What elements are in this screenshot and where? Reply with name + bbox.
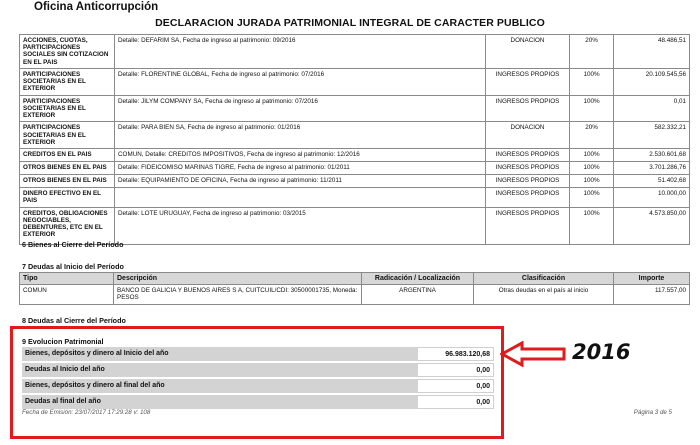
table-row <box>20 285 690 305</box>
asset-classification: DONACION <box>486 122 570 149</box>
asset-percent: 100% <box>570 207 614 244</box>
asset-percent: 100% <box>570 175 614 188</box>
evolution-value: 0,00 <box>418 395 494 409</box>
table-row <box>22 347 494 361</box>
asset-amount: 51.402,68 <box>614 175 690 188</box>
debt-location: ARGENTINA <box>362 285 474 305</box>
evolution-value: 96.983.120,68 <box>418 347 494 361</box>
page-number: Página 3 de 5 <box>633 409 672 416</box>
asset-type: DINERO EFECTIVO EN EL PAIS <box>20 188 115 207</box>
asset-amount: 0,01 <box>614 95 690 122</box>
asset-classification: INGRESOS PROPIOS <box>486 95 570 122</box>
asset-percent: 100% <box>570 149 614 162</box>
section-heading-8: 8 Deudas al Cierre del Período <box>22 316 126 325</box>
table-row <box>20 175 690 188</box>
asset-type: PARTICIPACIONES SOCIETARIAS EN EL EXTERIOR <box>20 68 115 95</box>
asset-amount: 48.486,51 <box>614 35 690 69</box>
asset-type: CREDITOS EN EL PAIS <box>20 149 115 162</box>
asset-detail: Detalle: PARA BIEN SA, Fecha de ingreso al patrimonio: 01/2016 <box>115 122 486 149</box>
evolution-value: 0,00 <box>418 379 494 393</box>
asset-classification: DONACION <box>486 35 570 69</box>
asset-amount: 20.109.545,56 <box>614 68 690 95</box>
asset-percent: 100% <box>570 68 614 95</box>
section-heading-6: 6 Bienes al Cierre del Período <box>22 240 124 249</box>
debts-table <box>19 272 690 305</box>
asset-detail: Detalle: FIDEICOMISO MARINAS TIGRE, Fecha de ingreso al patrimonio: 01/2011 <box>115 162 486 175</box>
section-heading-9: 9 Evolucion Patrimonial <box>22 337 104 346</box>
asset-classification: INGRESOS PROPIOS <box>486 162 570 175</box>
asset-type: OTROS BIENES EN EL PAIS <box>20 162 115 175</box>
asset-detail: Detalle: JILYM COMPANY SA, Fecha de ingreso al patrimonio: 07/2016 <box>115 95 486 122</box>
asset-amount: 2.530.601,68 <box>614 149 690 162</box>
asset-percent: 20% <box>570 35 614 69</box>
asset-type: OTROS BIENES EN EL PAIS <box>20 175 115 188</box>
asset-classification: INGRESOS PROPIOS <box>486 68 570 95</box>
asset-type: PARTICIPACIONES SOCIETARIAS EN EL EXTERIOR <box>20 95 115 122</box>
asset-classification: INGRESOS PROPIOS <box>486 175 570 188</box>
evolution-label: Deudas al final del año <box>22 395 418 409</box>
table-row <box>20 35 690 69</box>
table-row <box>20 207 690 244</box>
asset-detail: Detalle: DEFARIM SA, Fecha de ingreso al patrimonio: 09/2016 <box>115 35 486 69</box>
table-header-row <box>20 273 690 285</box>
table-row <box>20 188 690 207</box>
debt-classification: Otras deudas en el país al inicio <box>474 285 614 305</box>
header-location: Radicación / Localización <box>362 273 474 285</box>
asset-amount: 10.000,00 <box>614 188 690 207</box>
header-description: Descripción <box>114 273 362 285</box>
header-amount: Importe <box>614 273 690 285</box>
asset-classification: INGRESOS PROPIOS <box>486 149 570 162</box>
table-row <box>20 95 690 122</box>
asset-detail: COMUN, Detalle: CREDITOS IMPOSITIVOS, Fecha de ingreso al patrimonio: 12/2016 <box>115 149 486 162</box>
asset-percent: 20% <box>570 122 614 149</box>
asset-detail <box>115 188 486 207</box>
evolution-value: 0,00 <box>418 363 494 377</box>
table-row <box>20 122 690 149</box>
asset-classification: INGRESOS PROPIOS <box>486 207 570 244</box>
debt-description: BANCO DE GALICIA Y BUENOS AIRES S A, CUITCUIL/CDI: 30500001735, Moneda: PESOS <box>114 285 362 305</box>
asset-detail: Detalle: LOTE URUGUAY, Fecha de ingreso al patrimonio: 03/2015 <box>115 207 486 244</box>
asset-percent: 100% <box>570 95 614 122</box>
asset-classification: INGRESOS PROPIOS <box>486 188 570 207</box>
evolution-label: Deudas al Inicio del año <box>22 363 418 377</box>
left-arrow-icon <box>500 341 568 367</box>
asset-percent: 100% <box>570 188 614 207</box>
table-row <box>22 363 494 377</box>
asset-detail: Detalle: EQUIPAMIENTO DE OFICINA, Fecha de ingreso al patrimonio: 11/2011 <box>115 175 486 188</box>
table-row <box>20 162 690 175</box>
document-title: DECLARACION JURADA PATRIMONIAL INTEGRAL DE CARACTER PUBLICO <box>155 17 545 29</box>
header-type: Tipo <box>20 273 114 285</box>
header-classification: Clasificación <box>474 273 614 285</box>
asset-percent: 100% <box>570 162 614 175</box>
table-row <box>20 68 690 95</box>
table-row <box>22 395 494 409</box>
asset-type: ACCIONES, CUOTAS, PARTICIPACIONES SOCIALES SIN COTIZACION EN EL PAIS <box>20 35 115 69</box>
debt-amount: 117.557,00 <box>614 285 690 305</box>
table-row <box>20 149 690 162</box>
section-heading-7: 7 Deudas al Inicio del Período <box>22 262 124 271</box>
year-annotation: 2016 <box>572 340 631 364</box>
debt-type: COMUN <box>20 285 114 305</box>
asset-amount: 3.701.286,76 <box>614 162 690 175</box>
evolution-label: Bienes, depósitos y dinero al Inicio del año <box>22 347 418 361</box>
asset-detail: Detalle: FLORENTINE GLOBAL, Fecha de ingreso al patrimonio: 07/2016 <box>115 68 486 95</box>
asset-type: PARTICIPACIONES SOCIETARIAS EN EL EXTERIOR <box>20 122 115 149</box>
emission-date: Fecha de Emisión: 23/07/2017 17:29:28 v: 108 <box>22 409 151 416</box>
org-title: Oficina Anticorrupción <box>34 1 159 13</box>
table-row <box>22 379 494 393</box>
evolution-label: Bienes, depósitos y dinero al final del año <box>22 379 418 393</box>
asset-amount: 582.332,21 <box>614 122 690 149</box>
assets-table <box>19 34 690 245</box>
evolution-table <box>22 347 494 411</box>
asset-type: CREDITOS, OBLIGACIONES NEGOCIABLES, DEBENTURES, ETC EN EL EXTERIOR <box>20 207 115 244</box>
asset-amount: 4.573.850,00 <box>614 207 690 244</box>
